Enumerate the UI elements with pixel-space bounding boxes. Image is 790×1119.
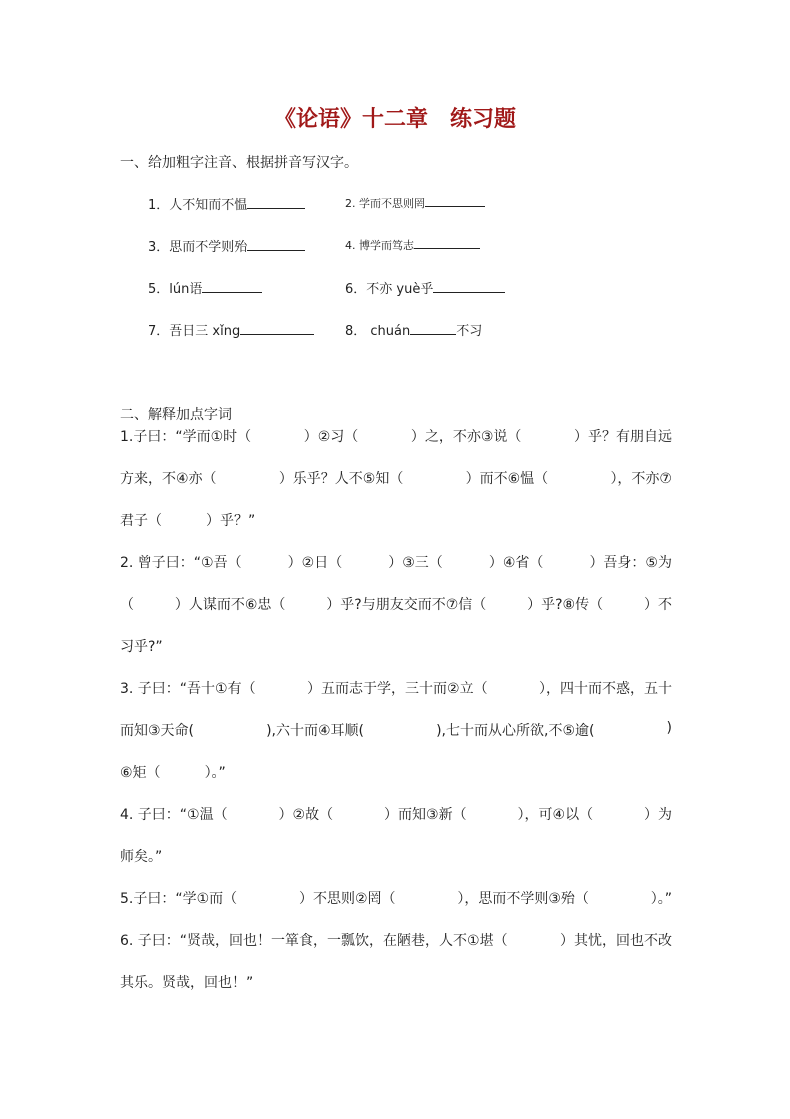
question-text-segment: ）乎？有朋自远 xyxy=(573,429,672,445)
question-line xyxy=(120,678,672,698)
item-2: 2. 学而不思则罔 xyxy=(345,194,485,211)
question-line xyxy=(120,552,672,572)
answer-blank[interactable] xyxy=(410,322,456,335)
question-text-segment: 师矣。” xyxy=(120,849,163,865)
question-text-segment: 6. 子曰：“贤哉，回也！一箪食，一瓢饮，在陋巷，人不①堪（ xyxy=(120,933,508,949)
question-text-segment: ),七十而从心所欲,不⑤逾( xyxy=(436,723,595,739)
question-text-segment: ）。” xyxy=(650,891,672,907)
question-line xyxy=(120,510,672,530)
answer-blank[interactable] xyxy=(247,238,305,251)
question-text-segment: 君子（ xyxy=(120,513,162,529)
question-text-segment: ）乎?与朋友交而不⑦信（ xyxy=(326,597,487,613)
question-text-segment: ）乐乎？人不⑤知（ xyxy=(278,471,404,487)
question-text-segment: ）而知③新（ xyxy=(384,807,467,823)
answer-blank[interactable] xyxy=(202,280,262,293)
question-line xyxy=(120,762,672,782)
question-line xyxy=(120,636,672,656)
question-text-segment: 其乐。贤哉，回也！” xyxy=(120,975,254,991)
item-6: 6．不亦 yuè乎 xyxy=(345,278,505,297)
question-text-segment: ）④省（ xyxy=(488,555,544,571)
question-text-segment: ⑥矩（ xyxy=(120,765,161,781)
question-line xyxy=(120,426,672,446)
question-text-segment: （ xyxy=(120,597,134,613)
question-text-segment: ）吾身：⑤为 xyxy=(589,555,672,571)
question-text-segment: ）不 xyxy=(643,597,672,613)
question-text-segment: ），思而不学则③殆（ xyxy=(457,891,589,907)
item-7: 7．吾日三 xǐng xyxy=(148,320,314,339)
question-line xyxy=(120,888,672,908)
question-text-segment: ）②习（ xyxy=(303,429,359,445)
question-text-segment: ）乎?⑧传（ xyxy=(527,597,604,613)
question-line xyxy=(120,846,672,866)
question-text-segment: 1.子曰：“学而①时（ xyxy=(120,429,252,445)
section-1-heading: 一、给加粗字注音、根据拼音写汉字。 xyxy=(120,155,358,171)
answer-blank[interactable] xyxy=(414,236,480,249)
item-3: 3．思而不学则殆 xyxy=(148,236,305,255)
question-text-segment: ) xyxy=(666,720,672,736)
question-text-segment: ）乎？” xyxy=(206,513,256,529)
answer-blank[interactable] xyxy=(433,280,505,293)
question-text-segment: 而知③天命( xyxy=(120,723,195,739)
question-text-segment: ）人谋而不⑥忠（ xyxy=(174,597,286,613)
item-1: 1．人不知而不愠 xyxy=(148,194,305,213)
question-line xyxy=(120,720,672,740)
question-text-segment: ）。” xyxy=(204,765,226,781)
question-text-segment: ）而不⑥愠（ xyxy=(465,471,549,487)
question-text-segment: 方来，不④亦（ xyxy=(120,471,217,487)
question-text-segment: ）五而志于学，三十而②立（ xyxy=(307,681,488,697)
page-title: 《论语》十二章 练习题 xyxy=(273,106,516,132)
answer-blank[interactable] xyxy=(247,196,305,209)
question-text-segment: ),六十而④耳顺( xyxy=(266,723,365,739)
question-text-segment: ），可④以（ xyxy=(517,807,594,823)
question-text-segment: ）之，不亦③说（ xyxy=(410,429,522,445)
question-text-segment: ）②故（ xyxy=(278,807,334,823)
question-text-segment: 5.子曰：“学①而（ xyxy=(120,891,238,907)
answer-blank[interactable] xyxy=(240,322,314,335)
question-text-segment: 习乎?” xyxy=(120,639,163,655)
question-text-segment: 2. 曾子曰：“①吾（ xyxy=(120,555,242,571)
question-text-segment: ）②日（ xyxy=(287,555,343,571)
question-line xyxy=(120,594,672,614)
question-text-segment: 3. 子曰：“吾十①有（ xyxy=(120,681,256,697)
item-4: 4. 博学而笃志 xyxy=(345,236,480,253)
item-8: 8． chuán 不习 xyxy=(345,324,483,339)
question-text-segment: ）其忧，回也不改 xyxy=(560,933,672,949)
question-text-segment: ）为 xyxy=(644,807,672,823)
question-line xyxy=(120,804,672,824)
question-text-segment: ），不亦⑦ xyxy=(610,471,672,487)
item-5: 5．lún语 xyxy=(148,278,262,297)
question-text-segment: ），四十而不惑，五十 xyxy=(539,681,672,697)
question-text-segment: ）不思则②罔（ xyxy=(298,891,396,907)
question-line xyxy=(120,930,672,950)
section-2-heading: 二、解释加点字词 xyxy=(120,407,232,423)
question-text-segment: 4. 子曰：“①温（ xyxy=(120,807,228,823)
question-text-segment: ）③三（ xyxy=(388,555,443,571)
question-line xyxy=(120,972,672,992)
answer-blank[interactable] xyxy=(425,194,485,207)
question-line xyxy=(120,468,672,488)
